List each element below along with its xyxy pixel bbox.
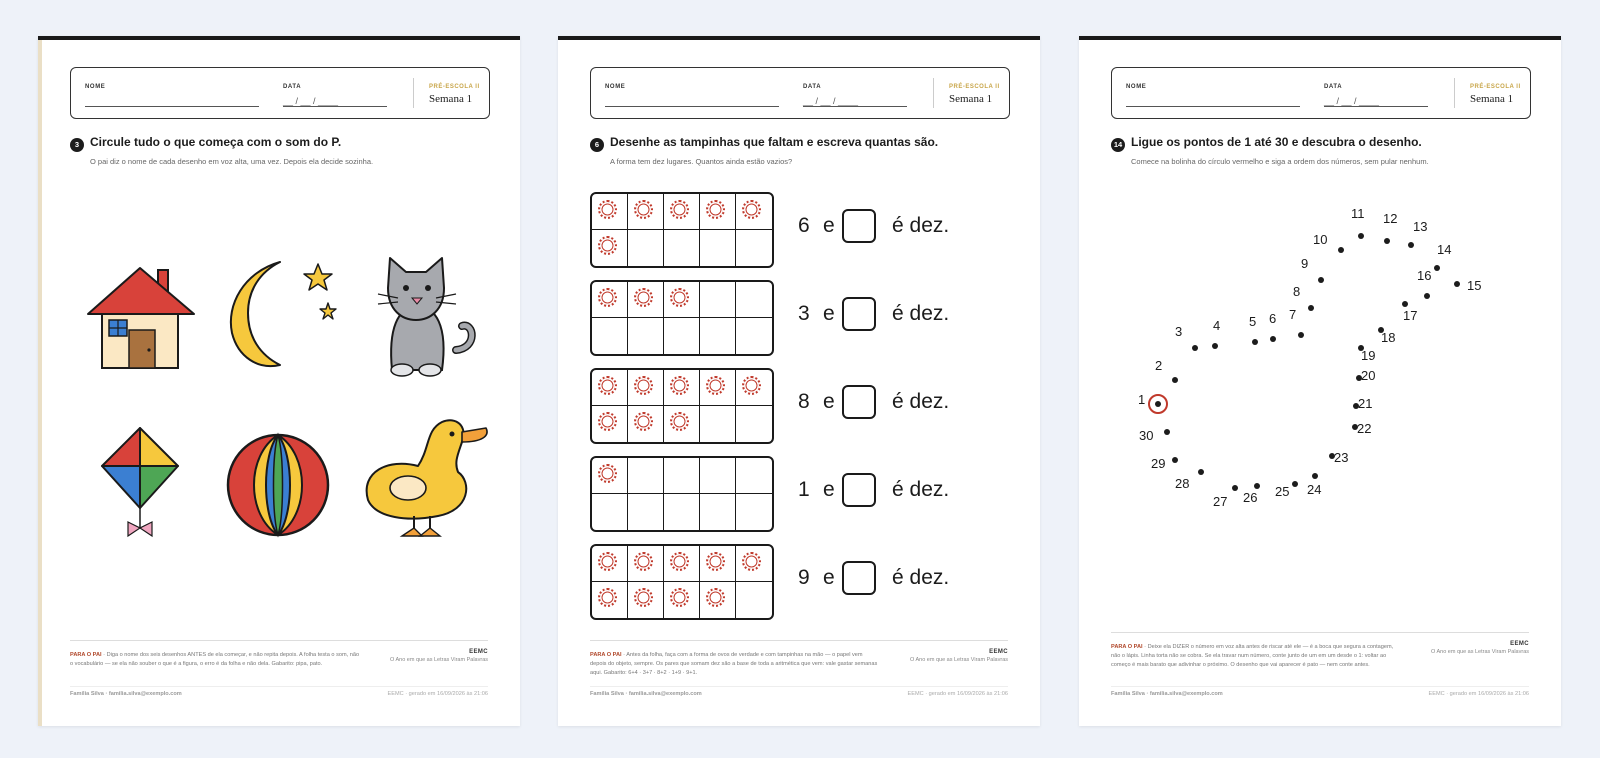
- name-label: NOME: [605, 84, 626, 90]
- date-field[interactable]: __ / __ / ____: [283, 96, 339, 106]
- dot-number: 4: [1213, 318, 1221, 333]
- name-line[interactable]: [1126, 106, 1300, 107]
- start-circle-icon: [1148, 394, 1168, 414]
- bottle-cap-icon: [598, 412, 617, 431]
- level-label: PRÉ-ESCOLA II: [429, 84, 480, 90]
- bottle-cap-icon: [706, 588, 725, 607]
- frame-cell[interactable]: [628, 194, 664, 230]
- dot-number: 10: [1313, 232, 1328, 247]
- dot[interactable]: [1308, 305, 1314, 311]
- bottom-bar: [70, 686, 488, 697]
- dot[interactable]: [1198, 469, 1204, 475]
- date-field[interactable]: __ / __ / ____: [803, 96, 859, 106]
- bottle-cap-icon: [706, 200, 725, 219]
- frame-cell[interactable]: [736, 494, 772, 530]
- frame-cell[interactable]: [736, 230, 772, 266]
- bottle-cap-icon: [598, 464, 617, 483]
- ten-frame[interactable]: [590, 544, 774, 620]
- frame-cell[interactable]: [700, 194, 736, 230]
- bottom-bar: [590, 686, 1008, 697]
- dot[interactable]: [1172, 457, 1178, 463]
- filled-count: 8: [798, 390, 810, 413]
- worksheet-ten-frames: [558, 36, 1040, 726]
- frame-cell[interactable]: [628, 546, 664, 582]
- dot-number: 21: [1358, 396, 1373, 411]
- dot-number: 25: [1275, 484, 1290, 499]
- frame-cell[interactable]: [736, 282, 772, 318]
- dot-number: 27: [1213, 494, 1228, 509]
- question-subtitle: O pai diz o nome de cada desenho em voz alta, uma vez. Depois ela decide sozinha.: [90, 157, 374, 166]
- week-label: Semana 1: [949, 93, 993, 105]
- connector-word: e: [823, 390, 835, 413]
- header-divider: [1454, 78, 1455, 108]
- filled-count: 3: [798, 302, 810, 325]
- frame-cell[interactable]: [736, 194, 772, 230]
- frame-cell[interactable]: [700, 458, 736, 494]
- house-icon[interactable]: [88, 268, 194, 368]
- question-subtitle: Comece na bolinha do círculo vermelho e siga a ordem dos números, sem pular nenhum.: [1131, 157, 1429, 166]
- parent-note: [590, 640, 1008, 676]
- bottle-cap-icon: [598, 552, 617, 571]
- connector-word: e: [823, 566, 835, 589]
- ten-frame[interactable]: [590, 280, 774, 356]
- frame-cell[interactable]: [664, 194, 700, 230]
- footer-brand: EEMC: [989, 649, 1008, 655]
- bottle-cap-icon: [634, 588, 653, 607]
- dot-number: 13: [1413, 219, 1428, 234]
- dot[interactable]: [1358, 233, 1364, 239]
- dot-number: 6: [1269, 311, 1277, 326]
- name-line[interactable]: [85, 106, 259, 107]
- frame-cell[interactable]: [592, 318, 628, 354]
- dot[interactable]: [1232, 485, 1238, 491]
- answer-box[interactable]: [842, 385, 876, 419]
- dot[interactable]: [1312, 473, 1318, 479]
- bottle-cap-icon: [634, 200, 653, 219]
- frame-cell[interactable]: [736, 406, 772, 442]
- frame-cell[interactable]: [664, 406, 700, 442]
- connector-word: e: [823, 214, 835, 237]
- name-label: NOME: [1126, 84, 1147, 90]
- date-line: [283, 106, 387, 107]
- date-label: DATA: [1324, 84, 1343, 90]
- date-field[interactable]: __ / __ / ____: [1324, 96, 1380, 106]
- pictures-grid: [38, 210, 520, 630]
- frame-cell[interactable]: [628, 582, 664, 618]
- frame-cell[interactable]: [628, 458, 664, 494]
- frame-cell[interactable]: [700, 406, 736, 442]
- date-label: DATA: [803, 84, 822, 90]
- frame-cell[interactable]: [700, 582, 736, 618]
- parent-note-text: · Diga o nome dos seis desenhos ANTES de ela começar, e não repita depois. A folha testa o som, não o vocabulário — se ela não souber o que é a figura, o erro é da folha e não dela. Gabarito: pipa, pato.: [70, 652, 360, 667]
- dot-number: 14: [1437, 242, 1452, 257]
- answer-box[interactable]: [842, 473, 876, 507]
- bottle-cap-icon: [670, 200, 689, 219]
- frame-cell[interactable]: [592, 194, 628, 230]
- bottle-cap-icon: [634, 288, 653, 307]
- ten-frame[interactable]: [590, 456, 774, 532]
- frame-cell[interactable]: [592, 406, 628, 442]
- question-number: 14: [1111, 138, 1125, 152]
- generated-stamp: EEMC · gerado em 16/09/2026 às 21:06: [387, 691, 488, 697]
- dot[interactable]: [1402, 301, 1408, 307]
- footer-brand: EEMC: [469, 649, 488, 655]
- frame-cell[interactable]: [700, 370, 736, 406]
- frame-cell[interactable]: [700, 282, 736, 318]
- dot[interactable]: [1408, 242, 1414, 248]
- frame-cell[interactable]: [664, 458, 700, 494]
- question-number: 3: [70, 138, 84, 152]
- sentence-end: é dez.: [892, 302, 950, 325]
- bottle-cap-icon: [598, 236, 617, 255]
- dot-number: 12: [1383, 211, 1398, 226]
- bottle-cap-icon: [670, 552, 689, 571]
- sentence-end: é dez.: [892, 214, 950, 237]
- generated-stamp: EEMC · gerado em 16/09/2026 às 21:06: [1428, 691, 1529, 697]
- footer-tagline: O Ano em que as Letras Viram Palavras: [389, 657, 488, 663]
- dot-number: 30: [1139, 428, 1154, 443]
- sentence-end: é dez.: [892, 390, 950, 413]
- bottle-cap-icon: [598, 288, 617, 307]
- frame-cell[interactable]: [664, 230, 700, 266]
- dot[interactable]: [1270, 336, 1276, 342]
- dot[interactable]: [1434, 265, 1440, 271]
- dot[interactable]: [1298, 332, 1304, 338]
- bottle-cap-icon: [706, 552, 725, 571]
- frame-cell[interactable]: [628, 406, 664, 442]
- dot-number: 20: [1361, 368, 1376, 383]
- dot-number: 8: [1293, 284, 1301, 299]
- footer-brand: EEMC: [1510, 641, 1529, 647]
- answer-box[interactable]: [842, 561, 876, 595]
- connector-word: e: [823, 478, 835, 501]
- bottle-cap-icon: [598, 588, 617, 607]
- week-label: Semana 1: [1470, 93, 1514, 105]
- ten-frame[interactable]: [590, 192, 774, 268]
- header-divider: [933, 78, 934, 108]
- parent-note-text: · Antes da folha, faça com a forma de ovos de verdade e com tampinhas na mão — o papel vem depois do objeto, sempre. Os pares que somam dez são a base de toda a aritmética que vem: vale gastar semanas aqui. Gabarito: 6+4 · 3+7 · 8+2 · 1+9 · 9+1.: [590, 652, 878, 676]
- dot-number: 24: [1307, 482, 1322, 497]
- cat-icon[interactable]: [378, 258, 472, 376]
- dot-number: 15: [1467, 278, 1482, 293]
- bottle-cap-icon: [634, 376, 653, 395]
- frame-cell[interactable]: [592, 546, 628, 582]
- frame-cell[interactable]: [736, 458, 772, 494]
- dot[interactable]: [1164, 429, 1170, 435]
- dot[interactable]: [1318, 277, 1324, 283]
- dot[interactable]: [1292, 481, 1298, 487]
- generated-stamp: EEMC · gerado em 16/09/2026 às 21:06: [907, 691, 1008, 697]
- frame-cell[interactable]: [736, 318, 772, 354]
- dot-number: 3: [1175, 324, 1183, 339]
- question-title: Desenhe as tampinhas que faltam e escreva quantas são.: [610, 135, 939, 149]
- dot[interactable]: [1424, 293, 1430, 299]
- frame-cell[interactable]: [664, 318, 700, 354]
- question-number: 6: [590, 138, 604, 152]
- ten-frame[interactable]: [590, 368, 774, 444]
- bottle-cap-icon: [634, 552, 653, 571]
- dot[interactable]: [1254, 483, 1260, 489]
- dot[interactable]: [1172, 377, 1178, 383]
- question-subtitle: A forma tem dez lugares. Quantos ainda estão vazios?: [610, 157, 793, 166]
- dot[interactable]: [1384, 238, 1390, 244]
- bottle-cap-icon: [706, 376, 725, 395]
- frame-cell[interactable]: [628, 494, 664, 530]
- bottle-cap-icon: [670, 376, 689, 395]
- dot-number: 2: [1155, 358, 1163, 373]
- dot-number: 19: [1361, 348, 1376, 363]
- footer-tagline: O Ano em que as Letras Viram Palavras: [909, 657, 1008, 663]
- name-label: NOME: [85, 84, 106, 90]
- question-title: Ligue os pontos de 1 até 30 e descubra o desenho.: [1131, 135, 1422, 149]
- family-contact: Família Silva · familia.silva@exemplo.com: [1111, 691, 1223, 697]
- frame-cell[interactable]: [592, 282, 628, 318]
- dot-number: 9: [1301, 256, 1309, 271]
- parent-note: [70, 640, 488, 667]
- parent-note-label: PARA O PAI: [590, 652, 622, 658]
- parent-note: [1111, 632, 1529, 668]
- bottle-cap-icon: [634, 412, 653, 431]
- frame-cell[interactable]: [664, 546, 700, 582]
- moon-and-stars-icon[interactable]: [231, 262, 336, 366]
- frame-cell[interactable]: [664, 582, 700, 618]
- bottle-cap-icon: [670, 412, 689, 431]
- frame-cell[interactable]: [736, 546, 772, 582]
- sentence-end: é dez.: [892, 566, 950, 589]
- answer-box[interactable]: [842, 209, 876, 243]
- worksheet-connect-dots: [1079, 36, 1561, 726]
- filled-count: 1: [798, 478, 810, 501]
- answer-box[interactable]: [842, 297, 876, 331]
- header-box: [1111, 67, 1531, 119]
- parent-note-text: · Deixe ela DIZER o número em voz alta antes de riscar até ele — é a boca que segura a contagem, não o lápis. Linha torta não se cobra. Se ela travar num número, conte junto de um em um desde o 1: voltar ao começo é mais barato que adivinhar o próximo. O desenho que vai aparecer é pato — nem conte antes.: [1111, 644, 1394, 668]
- header-divider: [413, 78, 414, 108]
- filled-count: 9: [798, 566, 810, 589]
- dot[interactable]: [1192, 345, 1198, 351]
- dot[interactable]: [1252, 339, 1258, 345]
- filled-count: 6: [798, 214, 810, 237]
- frame-cell[interactable]: [664, 282, 700, 318]
- dot[interactable]: [1454, 281, 1460, 287]
- family-contact: Família Silva · familia.silva@exemplo.com: [590, 691, 702, 697]
- frame-cell[interactable]: [700, 494, 736, 530]
- bottle-cap-icon: [742, 376, 761, 395]
- dot-number: 29: [1151, 456, 1166, 471]
- family-contact: Família Silva · familia.silva@exemplo.com: [70, 691, 182, 697]
- worksheet-sound-p: [38, 36, 520, 726]
- ball-icon[interactable]: [228, 435, 328, 535]
- parent-note-label: PARA O PAI: [1111, 644, 1143, 650]
- kite-icon[interactable]: [102, 428, 178, 536]
- dot[interactable]: [1212, 343, 1218, 349]
- dot-number: 17: [1403, 308, 1418, 323]
- dot-number: 28: [1175, 476, 1190, 491]
- dot-number: 5: [1249, 314, 1257, 329]
- footer-tagline: O Ano em que as Letras Viram Palavras: [1430, 649, 1529, 655]
- name-line[interactable]: [605, 106, 779, 107]
- sentence-end: é dez.: [892, 478, 950, 501]
- dot-number: 16: [1417, 268, 1432, 283]
- frame-cell[interactable]: [592, 370, 628, 406]
- frame-cell[interactable]: [736, 582, 772, 618]
- frame-cell[interactable]: [628, 370, 664, 406]
- dot-number: 7: [1289, 307, 1297, 322]
- frame-cell[interactable]: [628, 230, 664, 266]
- header-box: [70, 67, 490, 119]
- bottle-cap-icon: [670, 288, 689, 307]
- duck-icon[interactable]: [367, 420, 487, 536]
- week-label: Semana 1: [429, 93, 473, 105]
- frame-cell[interactable]: [700, 546, 736, 582]
- bottle-cap-icon: [742, 552, 761, 571]
- bottom-bar: [1111, 686, 1529, 697]
- dot-number: 23: [1334, 450, 1349, 465]
- frame-cell[interactable]: [664, 370, 700, 406]
- connector-word: e: [823, 302, 835, 325]
- dot-number: 18: [1381, 330, 1396, 345]
- dot-number: 22: [1357, 421, 1372, 436]
- date-line: [803, 106, 907, 107]
- parent-note-label: PARA O PAI: [70, 652, 102, 658]
- dot-number: 26: [1243, 490, 1258, 505]
- frame-cell[interactable]: [592, 494, 628, 530]
- dot[interactable]: [1338, 247, 1344, 253]
- dot-number: 1: [1138, 392, 1146, 407]
- frame-cell[interactable]: [592, 230, 628, 266]
- frame-cell[interactable]: [592, 458, 628, 494]
- bottle-cap-icon: [742, 200, 761, 219]
- frame-cell[interactable]: [592, 582, 628, 618]
- frame-cell[interactable]: [628, 282, 664, 318]
- bottle-cap-icon: [670, 588, 689, 607]
- header-box: [590, 67, 1010, 119]
- frame-cell[interactable]: [628, 318, 664, 354]
- date-line: [1324, 106, 1428, 107]
- level-label: PRÉ-ESCOLA II: [949, 84, 1000, 90]
- level-label: PRÉ-ESCOLA II: [1470, 84, 1521, 90]
- bottle-cap-icon: [598, 376, 617, 395]
- frame-cell[interactable]: [700, 230, 736, 266]
- date-label: DATA: [283, 84, 302, 90]
- frame-cell[interactable]: [736, 370, 772, 406]
- question-title: Circule tudo o que começa com o som do P.: [90, 135, 342, 149]
- dot-number: 11: [1351, 206, 1365, 221]
- frame-cell[interactable]: [664, 494, 700, 530]
- frame-cell[interactable]: [700, 318, 736, 354]
- bottle-cap-icon: [598, 200, 617, 219]
